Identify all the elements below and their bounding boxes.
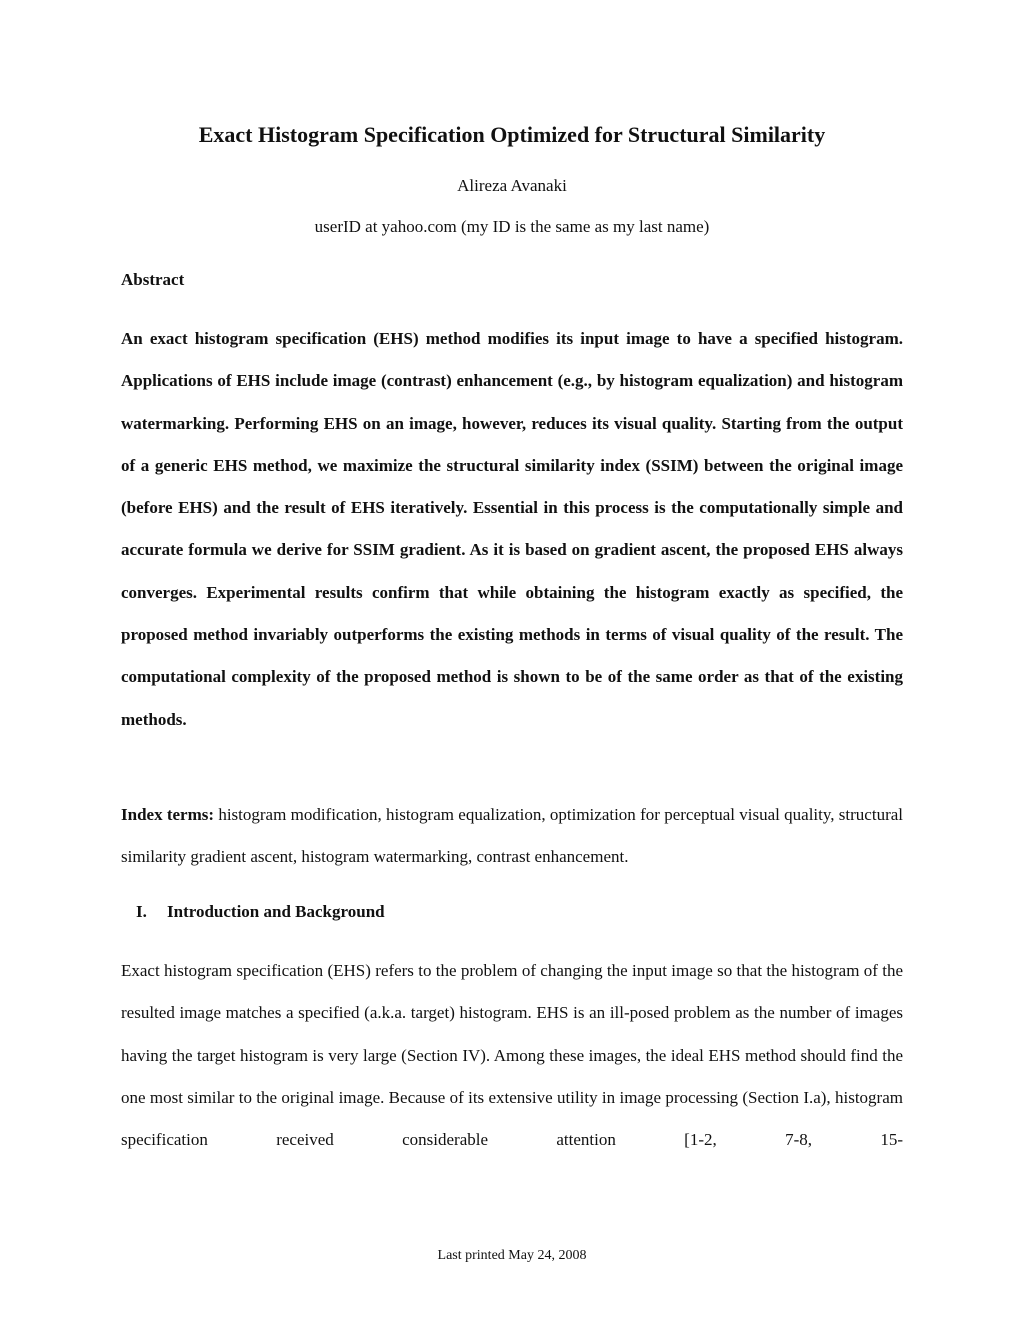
- author-name: Alireza Avanaki: [457, 176, 567, 195]
- section-title: Introduction and Background: [167, 902, 385, 921]
- intro-body: Exact histogram specification (EHS) refers to the problem of changing the input image so that the histogram of the resulted image matches a specified (a.k.a. target) histogram. EHS is an ill-posed problem as the number of images having the target histogram is very large (Section IV). Among these images, the ideal EHS method should find the one most similar to the original image. Because of its extensive utility in image processing (Section I.a), histogram specification received considerable attention [1-2, 7-8, 15-: [121, 961, 903, 1150]
- index-terms: [121, 794, 903, 879]
- section-heading: [136, 900, 385, 924]
- index-terms-text: histogram modification, histogram equalization, optimization for perceptual visual quality, structural similarity gradient ascent, histogram watermarking, contrast enhancement.: [121, 805, 903, 867]
- abstract-heading: Abstract: [121, 270, 185, 289]
- section-number: I.: [136, 902, 147, 921]
- abstract-body: An exact histogram specification (EHS) method modifies its input image to have a specified histogram. Applications of EHS include image (contrast) enhancement (e.g., by histogram equalization) and histogram watermarking. Performing EHS on an image, however, reduces its visual quality. Starting from the output of a generic EHS method, we maximize the structural similarity index (SSIM) between the original image (before EHS) and the result of EHS iteratively. Essential in this process is the computationally simple and accurate formula we derive for SSIM gradient. As it is based on gradient ascent, the proposed EHS always converges. Experimental results confirm that while obtaining the histogram exactly as specified, the proposed method invariably outperforms the existing methods in terms of visual quality of the result. The computational complexity of the proposed method is shown to be of the same order as that of the existing methods.: [121, 329, 903, 729]
- index-terms-label: Index terms:: [121, 805, 215, 824]
- page-footer: Last printed May 24, 2008: [437, 1248, 587, 1263]
- paper-title: Exact Histogram Specification Optimized for Structural Similarity: [198, 122, 826, 147]
- author-contact: userID at yahoo.com (my ID is the same as my last name): [314, 217, 710, 236]
